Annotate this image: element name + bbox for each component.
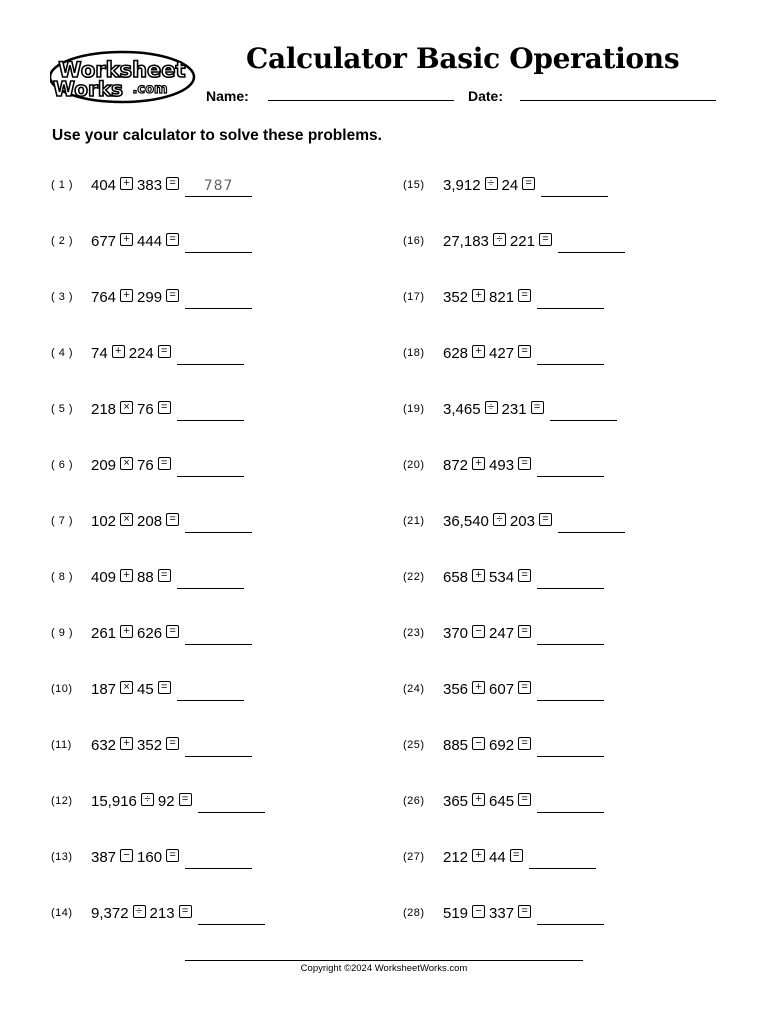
logo-line2: Works bbox=[52, 77, 124, 101]
second-operand: 224 bbox=[128, 344, 154, 362]
answer-field[interactable] bbox=[537, 626, 604, 645]
problem-expression bbox=[443, 344, 604, 363]
problem-row bbox=[403, 846, 596, 868]
equals-key-icon: = bbox=[518, 793, 531, 806]
problem-row bbox=[403, 678, 604, 700]
answer-value: 787 bbox=[203, 177, 234, 194]
first-operand: 15,916 bbox=[91, 792, 137, 810]
answer-field[interactable] bbox=[537, 346, 604, 365]
problem-number: ( 2 ) bbox=[51, 235, 74, 247]
second-operand: 247 bbox=[489, 624, 515, 642]
plus-key-icon: + bbox=[120, 625, 133, 638]
answer-field[interactable] bbox=[537, 290, 604, 309]
problem-number: (24) bbox=[403, 683, 425, 695]
equals-key-icon: = bbox=[518, 289, 531, 302]
times-key-icon: × bbox=[120, 513, 133, 526]
answer-field[interactable] bbox=[537, 794, 604, 813]
plus-key-icon: + bbox=[472, 345, 485, 358]
answer-field[interactable] bbox=[537, 570, 604, 589]
problem-number: ( 9 ) bbox=[51, 627, 74, 639]
second-operand: 299 bbox=[137, 288, 163, 306]
equals-key-icon: = bbox=[522, 177, 535, 190]
plus-key-icon: + bbox=[472, 289, 485, 302]
second-operand: 626 bbox=[137, 624, 163, 642]
times-key-icon: × bbox=[120, 457, 133, 470]
first-operand: 36,540 bbox=[443, 512, 489, 530]
problem-expression bbox=[443, 680, 604, 699]
problem-number: ( 6 ) bbox=[51, 459, 74, 471]
plus-key-icon: + bbox=[120, 177, 133, 190]
page-title: Calculator Basic Operations bbox=[246, 42, 680, 75]
equals-key-icon: = bbox=[166, 233, 179, 246]
plus-key-icon: + bbox=[472, 681, 485, 694]
problem-expression bbox=[443, 792, 604, 811]
problem-expression bbox=[91, 176, 252, 195]
first-operand: 365 bbox=[443, 792, 469, 810]
problem-number: ( 1 ) bbox=[51, 179, 74, 191]
equals-key-icon: = bbox=[166, 289, 179, 302]
second-operand: 427 bbox=[489, 344, 515, 362]
second-operand: 337 bbox=[489, 904, 515, 922]
plus-key-icon: + bbox=[112, 345, 125, 358]
problem-row bbox=[403, 454, 604, 476]
worksheetworks-logo bbox=[50, 50, 198, 106]
answer-field[interactable] bbox=[185, 514, 252, 533]
date-label: Date: bbox=[468, 88, 504, 104]
answer-field[interactable] bbox=[177, 402, 244, 421]
first-operand: 872 bbox=[443, 456, 469, 474]
answer-field[interactable] bbox=[198, 906, 265, 925]
minus-key-icon: − bbox=[472, 625, 485, 638]
plus-key-icon: + bbox=[472, 457, 485, 470]
problem-row bbox=[51, 342, 244, 364]
divide-key-icon: ÷ bbox=[493, 513, 506, 526]
answer-field[interactable] bbox=[537, 906, 604, 925]
divide-key-icon: ÷ bbox=[485, 401, 498, 414]
second-operand: 44 bbox=[489, 848, 506, 866]
second-operand: 92 bbox=[157, 792, 175, 810]
second-operand: 607 bbox=[489, 680, 515, 698]
equals-key-icon: = bbox=[518, 345, 531, 358]
problem-expression bbox=[91, 344, 244, 363]
divide-key-icon: ÷ bbox=[485, 177, 498, 190]
problem-number: ( 5 ) bbox=[51, 403, 74, 415]
problem-number: ( 3 ) bbox=[51, 291, 74, 303]
equals-key-icon: = bbox=[158, 569, 171, 582]
logo-line1: Worksheet bbox=[58, 58, 186, 82]
plus-key-icon: + bbox=[472, 569, 485, 582]
equals-key-icon: = bbox=[166, 625, 179, 638]
equals-key-icon: = bbox=[158, 401, 171, 414]
first-operand: 74 bbox=[91, 344, 108, 362]
answer-field[interactable] bbox=[177, 570, 244, 589]
problem-row bbox=[403, 566, 604, 588]
first-operand: 628 bbox=[443, 344, 469, 362]
answer-field[interactable] bbox=[185, 850, 252, 869]
first-operand: 209 bbox=[91, 456, 117, 474]
equals-key-icon: = bbox=[158, 681, 171, 694]
problem-number: (28) bbox=[403, 907, 425, 919]
answer-field[interactable] bbox=[558, 514, 625, 533]
first-operand: 409 bbox=[91, 568, 117, 586]
times-key-icon: × bbox=[120, 681, 133, 694]
problem-expression bbox=[91, 288, 252, 307]
problem-expression bbox=[443, 624, 604, 643]
problem-expression bbox=[91, 400, 244, 419]
problem-row bbox=[51, 454, 244, 476]
first-operand: 9,372 bbox=[91, 904, 129, 922]
problem-expression bbox=[443, 232, 625, 251]
answer-field[interactable] bbox=[185, 234, 252, 253]
problem-row bbox=[403, 510, 625, 532]
first-operand: 27,183 bbox=[443, 232, 489, 250]
second-operand: 383 bbox=[137, 176, 163, 194]
problem-expression bbox=[91, 232, 252, 251]
second-operand: 493 bbox=[489, 456, 515, 474]
equals-key-icon: = bbox=[166, 177, 179, 190]
equals-key-icon: = bbox=[518, 625, 531, 638]
equals-key-icon: = bbox=[179, 905, 192, 918]
date-field[interactable] bbox=[520, 100, 716, 101]
answer-field[interactable] bbox=[177, 458, 244, 477]
name-label: Name: bbox=[206, 88, 249, 104]
problem-expression bbox=[443, 176, 608, 195]
second-operand: 24 bbox=[501, 176, 519, 194]
problem-row bbox=[51, 230, 252, 252]
first-operand: 356 bbox=[443, 680, 469, 698]
answer-field[interactable] bbox=[537, 738, 604, 757]
divide-key-icon: ÷ bbox=[133, 905, 146, 918]
divide-key-icon: ÷ bbox=[493, 233, 506, 246]
first-operand: 352 bbox=[443, 288, 469, 306]
problem-expression bbox=[91, 904, 265, 923]
problem-expression bbox=[91, 624, 252, 643]
equals-key-icon: = bbox=[531, 401, 544, 414]
problem-row bbox=[51, 398, 244, 420]
problem-number: (15) bbox=[403, 179, 425, 191]
problem-expression bbox=[91, 456, 244, 475]
equals-key-icon: = bbox=[510, 849, 523, 862]
first-operand: 404 bbox=[91, 176, 117, 194]
problem-row bbox=[51, 790, 265, 812]
answer-field[interactable] bbox=[177, 682, 244, 701]
problem-row bbox=[51, 510, 252, 532]
problem-row bbox=[403, 902, 604, 924]
answer-field[interactable] bbox=[185, 290, 252, 309]
logo-suffix: .com bbox=[132, 82, 168, 97]
problem-expression bbox=[443, 400, 617, 419]
first-operand: 632 bbox=[91, 736, 117, 754]
minus-key-icon: − bbox=[472, 737, 485, 750]
second-operand: 76 bbox=[137, 400, 154, 418]
second-operand: 203 bbox=[509, 512, 535, 530]
answer-field[interactable] bbox=[558, 234, 625, 253]
problem-expression bbox=[443, 456, 604, 475]
problem-number: (19) bbox=[403, 403, 425, 415]
equals-key-icon: = bbox=[166, 849, 179, 862]
problem-row bbox=[51, 734, 252, 756]
problem-expression bbox=[443, 736, 604, 755]
answer-field[interactable] bbox=[185, 178, 252, 197]
answer-field[interactable] bbox=[185, 626, 252, 645]
first-operand: 212 bbox=[443, 848, 469, 866]
equals-key-icon: = bbox=[539, 233, 552, 246]
second-operand: 76 bbox=[137, 456, 154, 474]
problem-expression bbox=[443, 288, 604, 307]
first-operand: 764 bbox=[91, 288, 117, 306]
first-operand: 885 bbox=[443, 736, 469, 754]
minus-key-icon: − bbox=[472, 905, 485, 918]
problem-number: (18) bbox=[403, 347, 425, 359]
answer-field[interactable] bbox=[177, 346, 244, 365]
answer-field[interactable] bbox=[550, 402, 617, 421]
second-operand: 444 bbox=[137, 232, 163, 250]
second-operand: 88 bbox=[137, 568, 154, 586]
answer-field[interactable] bbox=[537, 458, 604, 477]
problem-expression bbox=[91, 512, 252, 531]
answer-field[interactable] bbox=[529, 850, 596, 869]
problem-number: (22) bbox=[403, 571, 425, 583]
problem-row bbox=[403, 286, 604, 308]
second-operand: 645 bbox=[489, 792, 515, 810]
problem-expression bbox=[91, 568, 244, 587]
problem-row bbox=[403, 790, 604, 812]
second-operand: 221 bbox=[509, 232, 535, 250]
problem-row bbox=[403, 174, 608, 196]
problem-number: (26) bbox=[403, 795, 425, 807]
plus-key-icon: + bbox=[120, 289, 133, 302]
plus-key-icon: + bbox=[120, 233, 133, 246]
problem-row bbox=[51, 622, 252, 644]
problem-row bbox=[403, 398, 617, 420]
second-operand: 692 bbox=[489, 736, 515, 754]
equals-key-icon: = bbox=[518, 737, 531, 750]
answer-field[interactable] bbox=[185, 738, 252, 757]
plus-key-icon: + bbox=[472, 849, 485, 862]
first-operand: 218 bbox=[91, 400, 117, 418]
second-operand: 213 bbox=[149, 904, 175, 922]
times-key-icon: × bbox=[120, 401, 133, 414]
instructions: Use your calculator to solve these problems. bbox=[52, 127, 382, 144]
second-operand: 352 bbox=[137, 736, 163, 754]
equals-key-icon: = bbox=[179, 793, 192, 806]
answer-field[interactable] bbox=[537, 682, 604, 701]
first-operand: 3,465 bbox=[443, 400, 481, 418]
equals-key-icon: = bbox=[166, 737, 179, 750]
first-operand: 102 bbox=[91, 512, 117, 530]
first-operand: 387 bbox=[91, 848, 117, 866]
equals-key-icon: = bbox=[158, 345, 171, 358]
problem-number: (14) bbox=[51, 907, 73, 919]
problem-row bbox=[403, 230, 625, 252]
problem-number: (27) bbox=[403, 851, 425, 863]
problem-expression bbox=[91, 848, 252, 867]
problem-number: (20) bbox=[403, 459, 425, 471]
problem-number: (10) bbox=[51, 683, 73, 695]
problem-expression bbox=[443, 512, 625, 531]
second-operand: 534 bbox=[489, 568, 515, 586]
problem-number: ( 7 ) bbox=[51, 515, 74, 527]
first-operand: 261 bbox=[91, 624, 117, 642]
footer-divider bbox=[185, 960, 583, 961]
problem-row bbox=[51, 174, 252, 196]
problem-row bbox=[403, 734, 604, 756]
problem-expression bbox=[91, 680, 244, 699]
equals-key-icon: = bbox=[518, 905, 531, 918]
problem-expression bbox=[443, 848, 596, 867]
first-operand: 187 bbox=[91, 680, 117, 698]
problem-row bbox=[51, 902, 265, 924]
problem-number: (11) bbox=[51, 739, 72, 751]
problem-number: (25) bbox=[403, 739, 425, 751]
problem-expression bbox=[443, 568, 604, 587]
problem-number: (13) bbox=[51, 851, 73, 863]
problem-number: ( 8 ) bbox=[51, 571, 74, 583]
first-operand: 677 bbox=[91, 232, 117, 250]
first-operand: 3,912 bbox=[443, 176, 481, 194]
first-operand: 519 bbox=[443, 904, 469, 922]
problem-number: (16) bbox=[403, 235, 425, 247]
problem-number: ( 4 ) bbox=[51, 347, 74, 359]
problem-number: (17) bbox=[403, 291, 425, 303]
equals-key-icon: = bbox=[166, 513, 179, 526]
problem-row bbox=[51, 678, 244, 700]
problem-number: (21) bbox=[403, 515, 425, 527]
equals-key-icon: = bbox=[518, 681, 531, 694]
equals-key-icon: = bbox=[518, 569, 531, 582]
answer-field[interactable] bbox=[198, 794, 265, 813]
plus-key-icon: + bbox=[120, 737, 133, 750]
plus-key-icon: + bbox=[472, 793, 485, 806]
problem-expression bbox=[443, 904, 604, 923]
answer-field[interactable] bbox=[541, 178, 608, 197]
equals-key-icon: = bbox=[539, 513, 552, 526]
second-operand: 45 bbox=[137, 680, 154, 698]
second-operand: 160 bbox=[137, 848, 163, 866]
second-operand: 231 bbox=[501, 400, 527, 418]
problem-expression bbox=[91, 736, 252, 755]
name-field[interactable] bbox=[268, 100, 454, 101]
plus-key-icon: + bbox=[120, 569, 133, 582]
equals-key-icon: = bbox=[158, 457, 171, 470]
first-operand: 370 bbox=[443, 624, 469, 642]
problem-expression bbox=[91, 792, 265, 811]
problem-row bbox=[51, 566, 244, 588]
problem-number: (23) bbox=[403, 627, 425, 639]
equals-key-icon: = bbox=[518, 457, 531, 470]
minus-key-icon: − bbox=[120, 849, 133, 862]
first-operand: 658 bbox=[443, 568, 469, 586]
second-operand: 821 bbox=[489, 288, 515, 306]
divide-key-icon: ÷ bbox=[141, 793, 154, 806]
copyright: Copyright ©2024 WorksheetWorks.com bbox=[300, 963, 468, 974]
problem-number: (12) bbox=[51, 795, 73, 807]
problem-row bbox=[51, 846, 252, 868]
second-operand: 208 bbox=[137, 512, 163, 530]
problem-row bbox=[51, 286, 252, 308]
problem-row bbox=[403, 342, 604, 364]
problem-row bbox=[403, 622, 604, 644]
